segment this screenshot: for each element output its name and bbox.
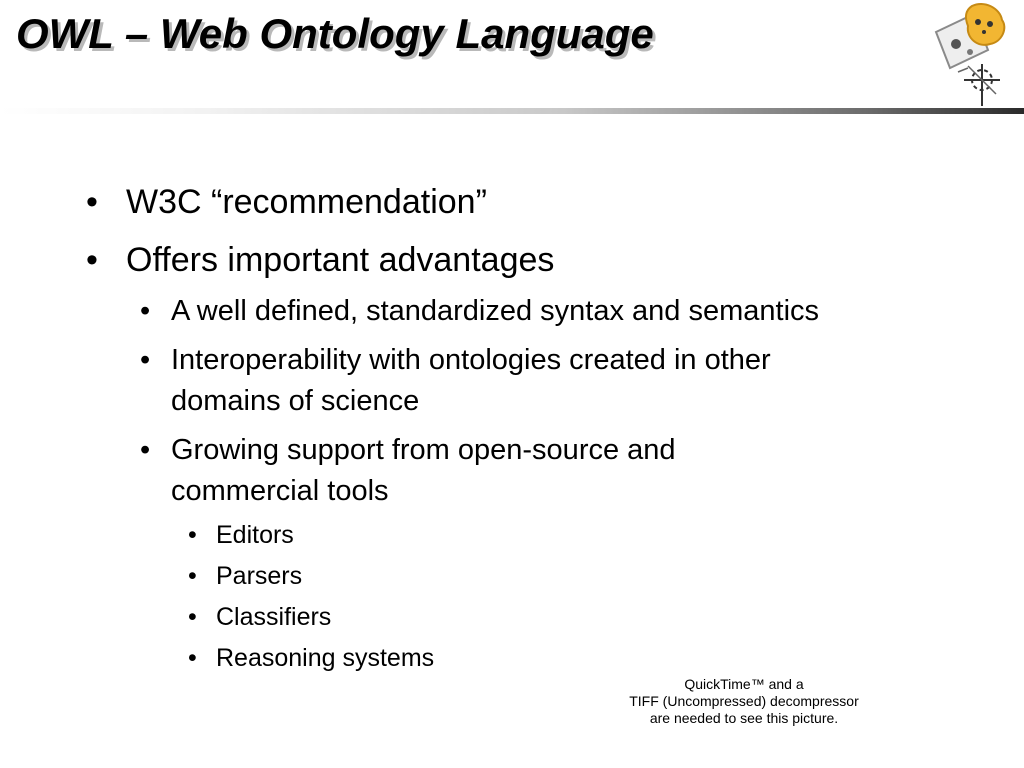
owl-logo-icon: [928, 2, 1020, 108]
bullet-icon: •: [188, 562, 197, 590]
slide-title: OWL – Web Ontology Language: [16, 10, 654, 57]
notice-line: QuickTime™ and a: [684, 676, 804, 692]
list-item: [188, 602, 331, 632]
bullet-icon: •: [188, 521, 197, 549]
bullet-text: W3C “recommendation”: [126, 183, 487, 221]
notice-line: are needed to see this picture.: [649, 710, 839, 726]
bullet-icon: •: [86, 241, 98, 279]
bullet-icon: •: [188, 644, 197, 672]
bullet-icon: •: [188, 603, 197, 631]
bullet-text: Offers important advantages: [126, 241, 555, 279]
bullet-text: A well defined, standardized syntax and semantics: [171, 295, 820, 327]
bullet-text: [140, 340, 771, 422]
bullet-text: Editors: [216, 521, 294, 549]
quicktime-placeholder-notice: [596, 676, 892, 727]
list-item: [188, 561, 302, 591]
bullet-text: Reasoning systems: [216, 644, 435, 672]
list-item: [86, 240, 554, 280]
list-item: [140, 340, 771, 422]
list-item: [188, 643, 434, 673]
bullet-text: [140, 430, 676, 512]
bullet-text-line: Interoperability with ontologies created in other: [171, 344, 771, 376]
bullet-icon: •: [140, 344, 151, 376]
bullet-icon: •: [140, 295, 151, 327]
bullet-text: Classifiers: [216, 603, 332, 631]
list-item: [140, 430, 676, 512]
bullet-text-line: commercial tools: [171, 475, 389, 507]
title-divider: [0, 108, 1024, 114]
bullet-text-line: Growing support from open-source and: [171, 434, 676, 466]
list-item: [86, 182, 487, 222]
list-item: [140, 291, 819, 332]
notice-line: TIFF (Uncompressed) decompressor: [629, 693, 859, 709]
bullet-text-line: domains of science: [171, 385, 420, 417]
bullet-text: Parsers: [216, 562, 303, 590]
bullet-icon: •: [86, 183, 98, 221]
list-item: [188, 520, 294, 550]
bullet-icon: •: [140, 434, 151, 466]
